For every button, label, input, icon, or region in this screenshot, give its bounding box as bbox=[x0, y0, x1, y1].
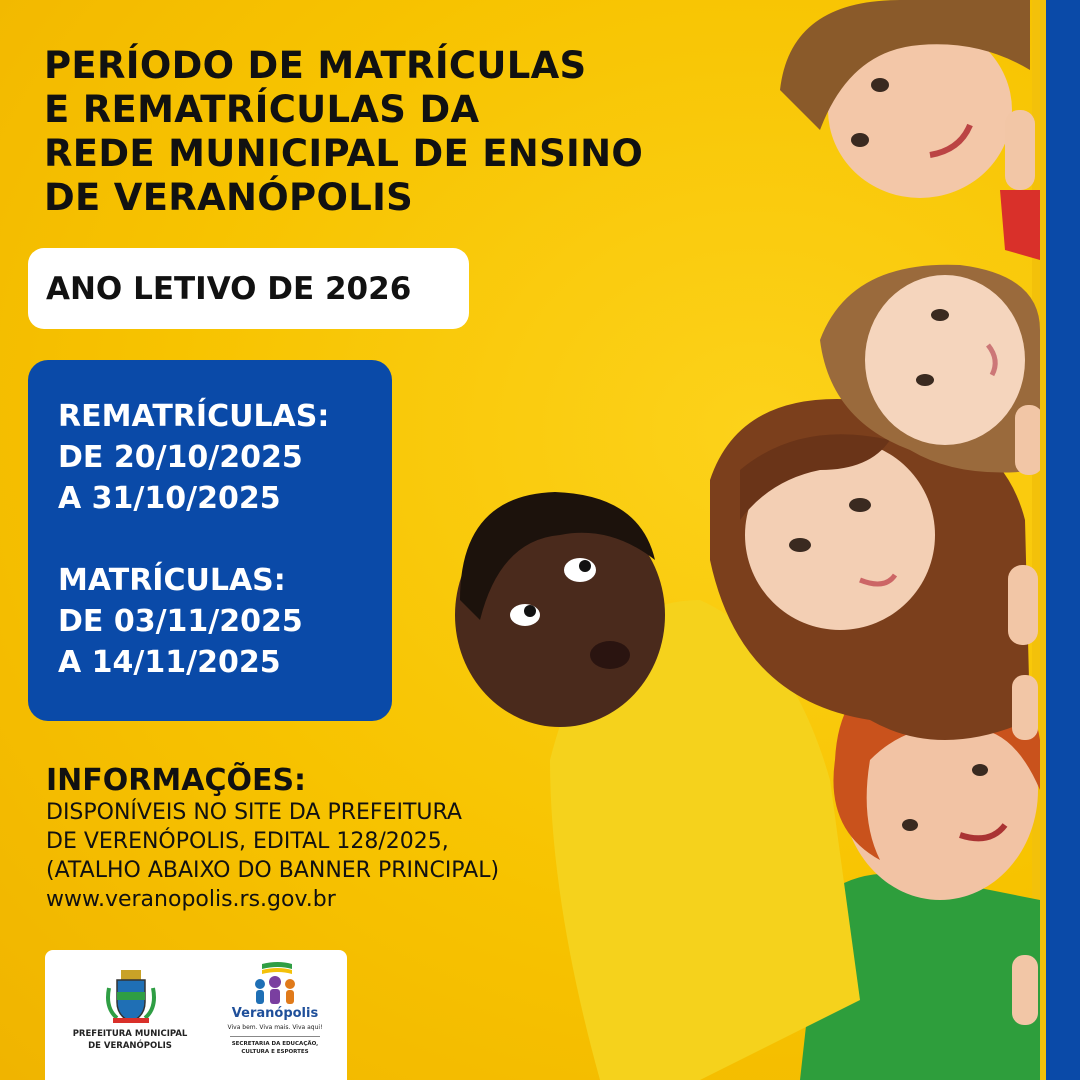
prefeitura-caption-line-2: DE VERANÓPOLIS bbox=[88, 1041, 172, 1051]
title-line-4: DE VERANÓPOLIS bbox=[44, 176, 414, 219]
rematriculas-label: REMATRÍCULAS: bbox=[58, 399, 330, 434]
logo-divider bbox=[230, 1036, 320, 1037]
logo-card bbox=[45, 950, 347, 1080]
title-line-2: E REMATRÍCULAS DA bbox=[44, 88, 480, 131]
veranopolis-brand-icon bbox=[248, 960, 302, 1006]
title-line-3: REDE MUNICIPAL DE ENSINO bbox=[44, 132, 644, 175]
school-year-text: ANO LETIVO DE 2026 bbox=[46, 270, 412, 307]
page-title bbox=[44, 44, 684, 220]
enrollment-dates-box bbox=[28, 360, 392, 721]
brand-name bbox=[225, 1006, 325, 1021]
title-line-1: PERÍODO DE MATRÍCULAS bbox=[44, 44, 587, 87]
website-link[interactable]: www.veranopolis.rs.gov.br bbox=[46, 887, 336, 912]
blue-side-stripe bbox=[1046, 0, 1080, 1080]
matriculas-label: MATRÍCULAS: bbox=[58, 563, 286, 598]
secretaria-line-2: CULTURA E ESPORTES bbox=[241, 1049, 309, 1055]
info-line-2: DE VERENÓPOLIS, EDITAL 128/2025, bbox=[46, 829, 449, 854]
prefeitura-caption bbox=[65, 1028, 195, 1052]
brand-tagline-text: Viva bem. Viva mais. Viva aqui! bbox=[227, 1024, 323, 1031]
matriculas-from: DE 03/11/2025 bbox=[58, 604, 303, 639]
rematriculas-from: DE 20/10/2025 bbox=[58, 440, 303, 475]
info-line-3: (ATALHO ABAIXO DO BANNER PRINCIPAL) bbox=[46, 858, 500, 883]
info-heading: INFORMAÇÕES: bbox=[46, 763, 307, 798]
matriculas-to: A 14/11/2025 bbox=[58, 645, 281, 680]
brand-name-text: Veranópolis bbox=[231, 1006, 319, 1021]
rematriculas-to: A 31/10/2025 bbox=[58, 481, 281, 516]
info-line-1: DISPONÍVEIS NO SITE DA PREFEITURA bbox=[46, 800, 462, 825]
rematriculas-group bbox=[58, 396, 329, 519]
brand-tagline bbox=[220, 1024, 330, 1031]
secretaria-line-1: SECRETARIA DA EDUCAÇÃO, bbox=[231, 1041, 319, 1047]
prefeitura-caption-line-1: PREFEITURA MUNICIPAL bbox=[72, 1029, 188, 1039]
matriculas-group bbox=[58, 560, 303, 683]
coat-of-arms-icon bbox=[103, 968, 159, 1024]
secretaria-caption bbox=[220, 1040, 330, 1056]
child-top-boy bbox=[780, 0, 1040, 260]
school-year-badge bbox=[28, 248, 469, 329]
info-body bbox=[46, 798, 499, 914]
